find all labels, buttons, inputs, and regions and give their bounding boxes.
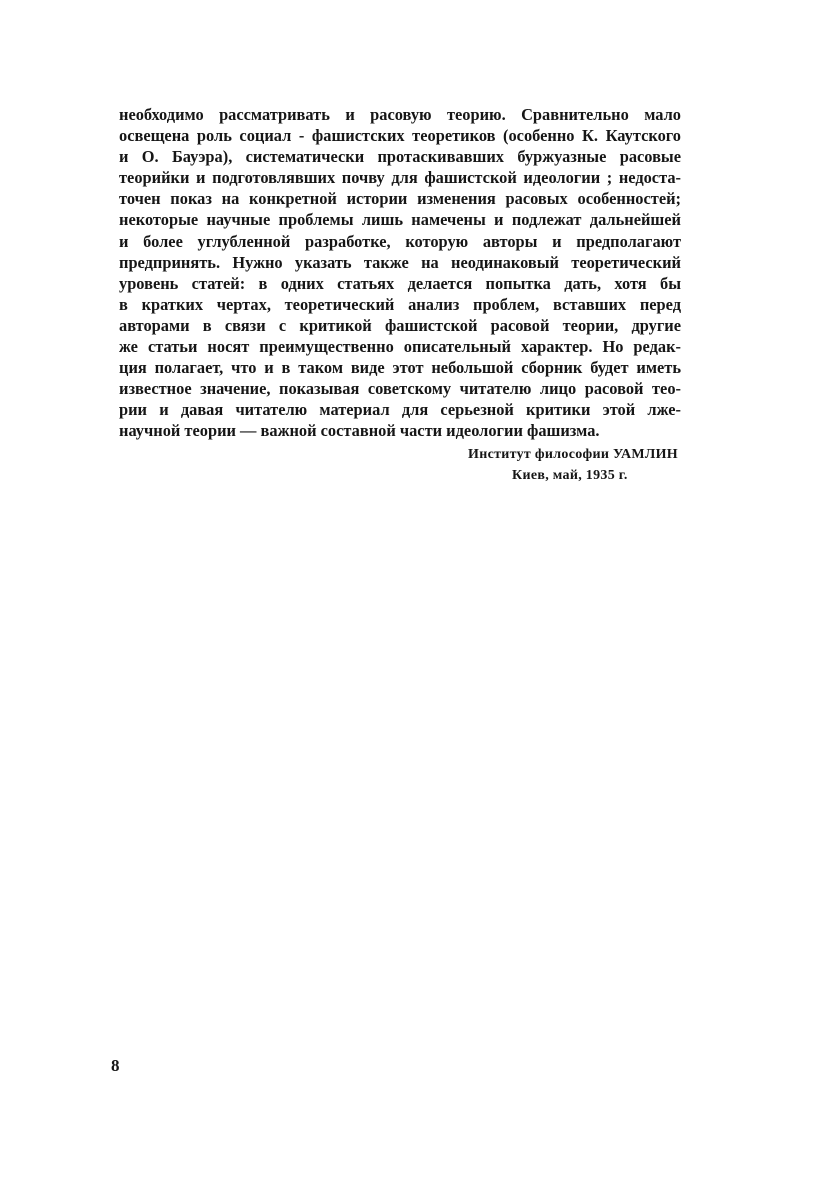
signature-organization: Институт философии УАМЛИН [468, 447, 678, 462]
paragraph-line: и О. Бауэра), систематически протаскивавших буржуазные расовые [119, 147, 681, 167]
body-paragraph [119, 104, 681, 442]
paragraph-line: ция полагает, что и в таком виде этот небольшой сборник будет иметь [119, 358, 681, 378]
page-number: 8 [111, 1056, 120, 1075]
paragraph-line: точен показ на конкретной истории изменения расовых особенностей; [119, 189, 681, 209]
paragraph-line: предпринять. Нужно указать также на неодинаковый теоретический [119, 252, 681, 272]
paragraph-line: освещена роль социал - фашистских теоретиков (особенно К. Каутского [119, 126, 681, 146]
paragraph-line: авторами в связи с критикой фашистской расовой теории, другие [119, 315, 681, 335]
paragraph-line: теорийки и подготовлявших почву для фашистской идеологии ; недоста- [119, 168, 681, 188]
paragraph-line: некоторые научные проблемы лишь намечены и подлежат дальнейшей [119, 210, 681, 230]
paragraph-line: и более углубленной разработке, которую авторы и предполагают [119, 231, 681, 251]
paragraph-line: известное значение, показывая советскому читателю лицо расовой тео- [119, 379, 681, 399]
paragraph-line: научной теории — важной составной части идеологии фашизма. [119, 421, 600, 441]
paragraph-line: же статьи носят преимущественно описательный характер. Но редак- [119, 337, 681, 357]
signature-block [440, 444, 678, 486]
paragraph-line: необходимо рассматривать и расовую теорию. Сравнительно мало [119, 105, 681, 124]
paragraph-line: в кратких чертах, теоретический анализ проблем, вставших перед [119, 294, 681, 314]
paragraph-line: уровень статей: в одних статьях делается попытка дать, хотя бы [119, 273, 681, 293]
paragraph-line: рии и давая читателю материал для серьезной критики этой лже- [119, 400, 681, 420]
signature-place-date: Киев, май, 1935 г. [512, 468, 628, 483]
